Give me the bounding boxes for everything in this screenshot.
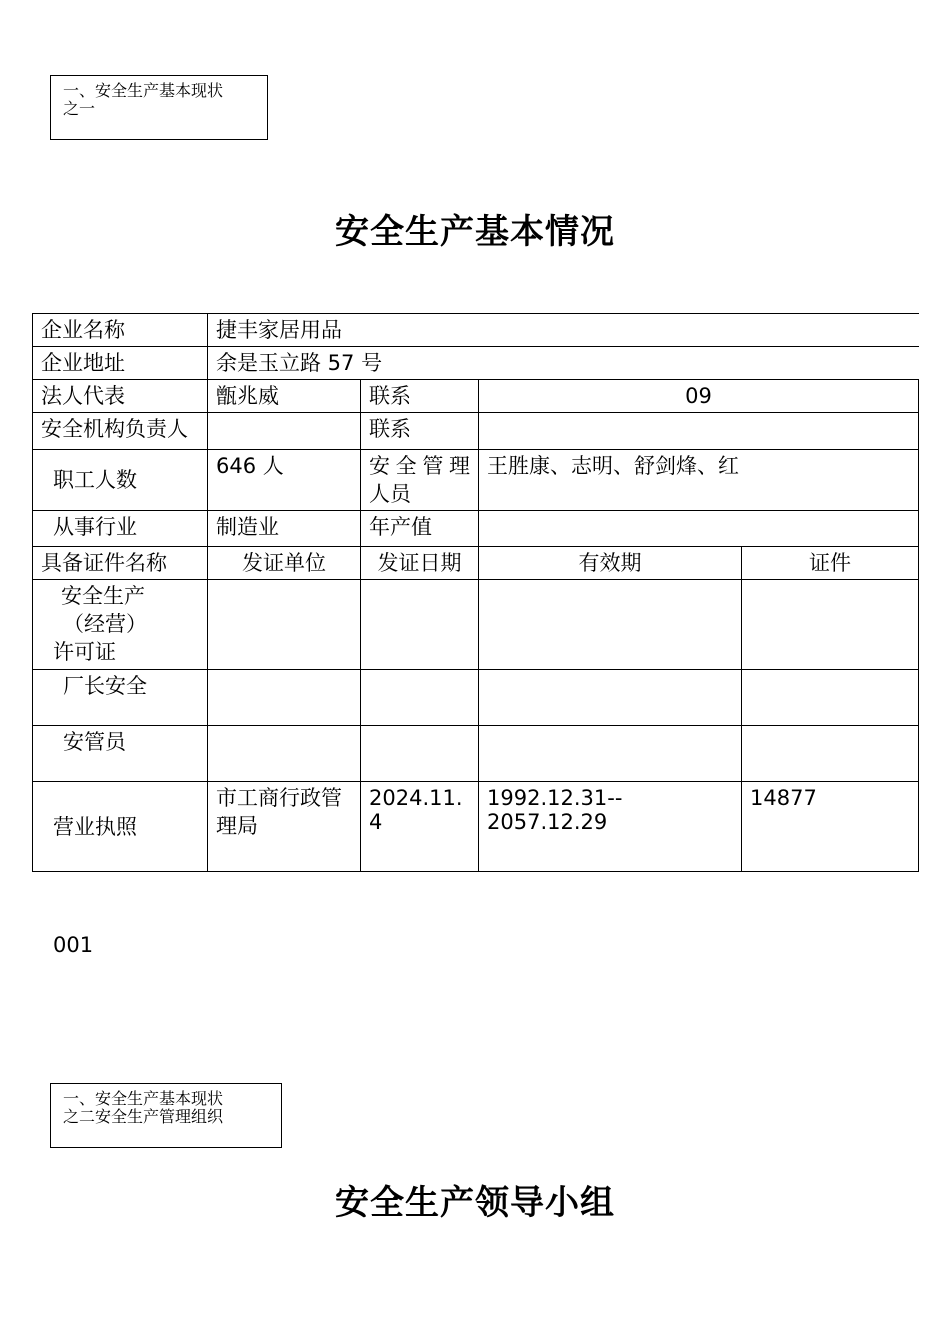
legal-contact-value: 09: [479, 380, 919, 413]
cert-validity-cell: [479, 782, 742, 872]
table-row: [33, 380, 919, 413]
cert-number-cell: [742, 670, 919, 726]
cert-validity-line: 1992.12.31--: [487, 786, 623, 810]
cert-name-line: 许可证: [53, 640, 116, 664]
safety-manager-value: 王胜康、志明、舒剑烽、红: [479, 450, 919, 511]
cert-number-cell: [742, 726, 919, 782]
cert-number-cell: [742, 580, 919, 670]
cert-issuer-cell: [208, 670, 361, 726]
cert-date-line: 4: [369, 810, 383, 834]
cert-date-cell: [361, 726, 479, 782]
section-tag-box: [50, 1083, 282, 1148]
cert-header-number: 证件: [742, 547, 919, 580]
cert-issuer-line: 理局: [216, 814, 258, 838]
cert-name-cell: 安管员: [33, 726, 208, 782]
section-tag-box: [50, 75, 268, 140]
table-row: [33, 413, 919, 450]
safety-manager-label-line2: 人员: [369, 482, 411, 506]
legal-rep-label: 法人代表: [33, 380, 208, 413]
safety-head-label: 安全机构负责人: [33, 413, 208, 450]
industry-label: 从事行业: [33, 511, 208, 547]
table-row: [33, 511, 919, 547]
safety-contact-value: [479, 413, 919, 450]
table-row: [33, 580, 919, 670]
cert-name-cell: [33, 580, 208, 670]
table-row: [33, 347, 919, 380]
staff-label: 职工人数: [33, 450, 208, 511]
company-name-label: 企业名称: [33, 314, 208, 347]
cert-issuer-line: 市工商行政管: [216, 786, 342, 810]
company-name-value: 捷丰家居用品: [208, 314, 919, 347]
table-row: [33, 782, 919, 872]
cert-date-cell: [361, 670, 479, 726]
table-row: [33, 726, 919, 782]
legal-rep-value: 甑兆威: [208, 380, 361, 413]
output-value: [479, 511, 919, 547]
basic-info-table: [32, 313, 919, 872]
cert-date-cell: [361, 782, 479, 872]
cert-name-line: （经营）: [63, 612, 147, 636]
address-label: 企业地址: [33, 347, 208, 380]
safety-head-value: [208, 413, 361, 450]
cert-validity-line: 2057.12.29: [487, 810, 608, 834]
cert-header-row: [33, 547, 919, 580]
address-value: 余是玉立路 57 号: [208, 347, 919, 380]
cert-validity-cell: [479, 670, 742, 726]
section-tag-line1: 一、安全生产基本现状: [63, 81, 224, 100]
table-row: [33, 670, 919, 726]
contact-label: 联系: [361, 413, 479, 450]
section-tag-line2: 之二安全生产管理组织: [63, 1107, 224, 1126]
cert-name-line: 安全生产: [61, 584, 145, 608]
cert-number-cell: 14877: [742, 782, 919, 872]
cert-validity-cell: [479, 580, 742, 670]
cert-issuer-cell: [208, 726, 361, 782]
table-row: [33, 314, 919, 347]
contact-label: 联系: [361, 380, 479, 413]
output-label: 年产值: [361, 511, 479, 547]
cert-issuer-cell: [208, 580, 361, 670]
table-row: [33, 450, 919, 511]
section-title: 安全生产领导小组: [335, 1183, 615, 1223]
cert-date-cell: [361, 580, 479, 670]
cert-header-validity: 有效期: [479, 547, 742, 580]
cert-name-cell: 营业执照: [33, 782, 208, 872]
staff-value: 646 人: [208, 450, 361, 511]
cert-date-line: 2024.11.: [369, 786, 463, 810]
safety-manager-label-line1: 安全管理: [369, 454, 470, 478]
cert-name-cell: 厂长安全: [33, 670, 208, 726]
page-title: 安全生产基本情况: [335, 212, 615, 252]
document-code: 001: [53, 933, 94, 957]
section-tag-line2: 之一: [63, 99, 96, 118]
cert-issuer-cell: [208, 782, 361, 872]
cert-header-issuer: 发证单位: [208, 547, 361, 580]
cert-header-date: 发证日期: [361, 547, 479, 580]
industry-value: 制造业: [208, 511, 361, 547]
safety-manager-label: [361, 450, 479, 511]
section-tag-line1: 一、安全生产基本现状: [63, 1089, 224, 1108]
cert-header-name: 具备证件名称: [33, 547, 208, 580]
cert-validity-cell: [479, 726, 742, 782]
